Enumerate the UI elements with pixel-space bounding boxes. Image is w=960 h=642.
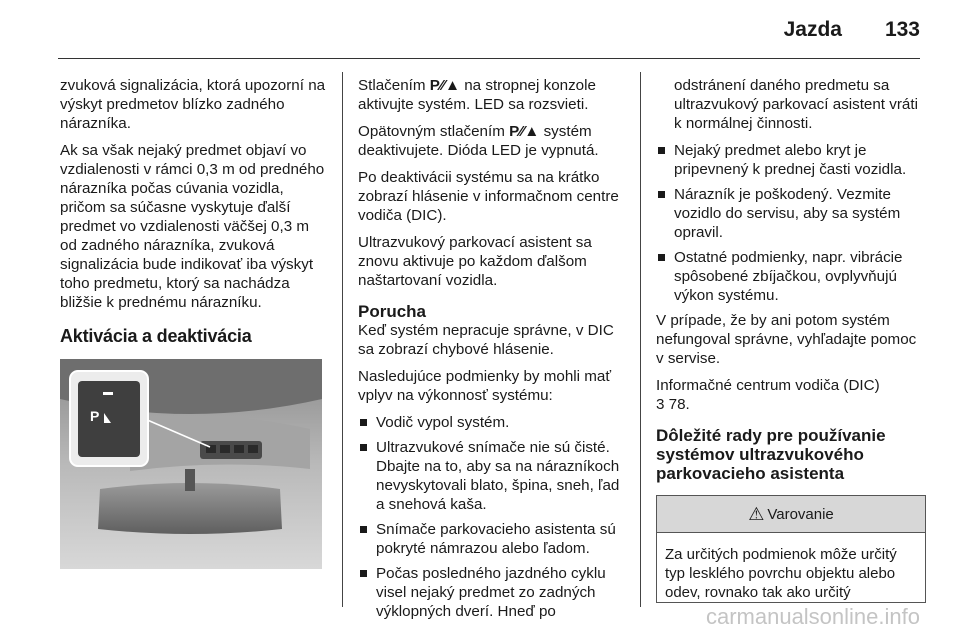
column-divider xyxy=(342,72,343,607)
warning-header xyxy=(657,496,925,533)
paragraph: Nasledujúce podmienky by mohli mať vplyv na výkonnosť systému: xyxy=(358,368,612,404)
bullet-icon xyxy=(658,254,665,261)
section-heading-tips: Dôležité rady pre používanie systémov ultrazvukového parkovacieho asistenta xyxy=(656,426,886,483)
header-rule xyxy=(58,58,920,59)
parking-sensor-icon: P⁄⁄▲ xyxy=(509,123,540,140)
bullet-icon xyxy=(658,191,665,198)
list-continuation: odstránení daného predmetu sa ultrazvukový parkovací asistent vráti k normálnej činnosti. xyxy=(674,77,918,132)
p-button-glyph: P xyxy=(90,408,100,424)
warning-title: Varovanie xyxy=(767,505,834,523)
paragraph: Ultrazvukový parkovací asistent sa znovu aktivuje po každom ďalšom naštartovaní vozidla. xyxy=(358,234,592,289)
section-heading-malfunction: Porucha xyxy=(358,302,427,321)
bullet-icon xyxy=(360,444,367,451)
bullet-icon xyxy=(360,526,367,533)
parking-sensor-icon: P⁄⁄▲ xyxy=(429,77,460,94)
warning-text: Za určitých podmienok môže určitý typ lesklého povrchu objektu alebo odev, rovnako tak ako určitý xyxy=(665,546,897,601)
condition-list xyxy=(358,413,628,621)
paragraph: zvuková signalizácia, ktorá upozorní na výskyt predmetov blízko zadného nárazníka. xyxy=(60,77,326,132)
list-item: Snímače parkovacieho asistenta sú pokryté námrazou alebo ľadom. xyxy=(358,520,628,558)
column-left xyxy=(60,76,330,569)
list-item: Ultrazvukové snímače nie sú čisté. Dbajte na to, aby sa na nárazníkoch nevyskytovali blato, špina, sneh, ľad a snehová kaša. xyxy=(358,438,628,514)
warning-box xyxy=(656,495,926,603)
page-reference: 3 78. xyxy=(656,396,690,413)
list-item: Nejaký predmet alebo kryt je pripevnený k prednej časti vozidla. xyxy=(656,141,926,179)
warning-triangle-icon: ⚠ xyxy=(748,503,765,524)
page-header xyxy=(0,0,960,58)
list-item: Vodič vypol systém. xyxy=(358,413,628,432)
page-number: 133 xyxy=(884,18,920,41)
list-item: Ostatné podmienky, napr. vibrácie spôsobené zbíjačkou, ovplyvňujú výkon systému. xyxy=(656,248,926,305)
list-item: Nárazník je poškodený. Vezmite vozidlo do servisu, aby sa systém opravil. xyxy=(656,185,926,242)
paragraph: Keď systém nepracuje správne, v DIC sa zobrazí chybové hlásenie. xyxy=(358,322,614,358)
bullet-icon xyxy=(360,419,367,426)
console-photo xyxy=(60,359,322,569)
paragraph: Po deaktivácii systému sa na krátko zobrazí hlásenie v informačnom centre vodiča (DIC). xyxy=(358,169,619,224)
section-heading-activation: Aktivácia a deaktivácia xyxy=(60,326,252,346)
paragraph: Stlačením P⁄⁄▲ na stropnej konzole aktivujte systém. LED sa rozsvieti. xyxy=(358,77,596,113)
column-divider xyxy=(640,72,641,607)
paragraph: Informačné centrum vodiča (DIC) 3 78. xyxy=(656,377,880,413)
bullet-icon xyxy=(360,570,367,577)
paragraph: V prípade, že by ani potom systém nefungoval správne, vyhľadajte pomoc v servise. xyxy=(656,312,917,367)
watermark: carmanualsonline.info xyxy=(705,604,920,629)
condition-list-continued xyxy=(656,141,926,305)
column-right xyxy=(656,76,926,603)
paragraph: Opätovným stlačením P⁄⁄▲ systém deaktivujete. Dióda LED je vypnutá. xyxy=(358,123,599,159)
chapter-title: Jazda xyxy=(783,18,842,41)
column-middle xyxy=(358,76,628,627)
bullet-icon xyxy=(658,147,665,154)
list-item: Počas posledného jazdného cyklu visel nejaký predmet zo zadných výklopných dverí. Hneď po xyxy=(358,564,628,621)
paragraph: Ak sa však nejaký predmet objaví vo vzdialenosti v rámci 0,3 m od predného nárazníka počas cúvania vozidla, pričom sa súčasne vyskytuje ďalší predmet vo vzdialenosti väčšej 0,3 m od zadného nárazníka, zvuková signalizácia bude indikovať iba výskyt toho predmetu, ktorý sa nachádza bližšie k prednému nárazníku. xyxy=(60,142,325,311)
